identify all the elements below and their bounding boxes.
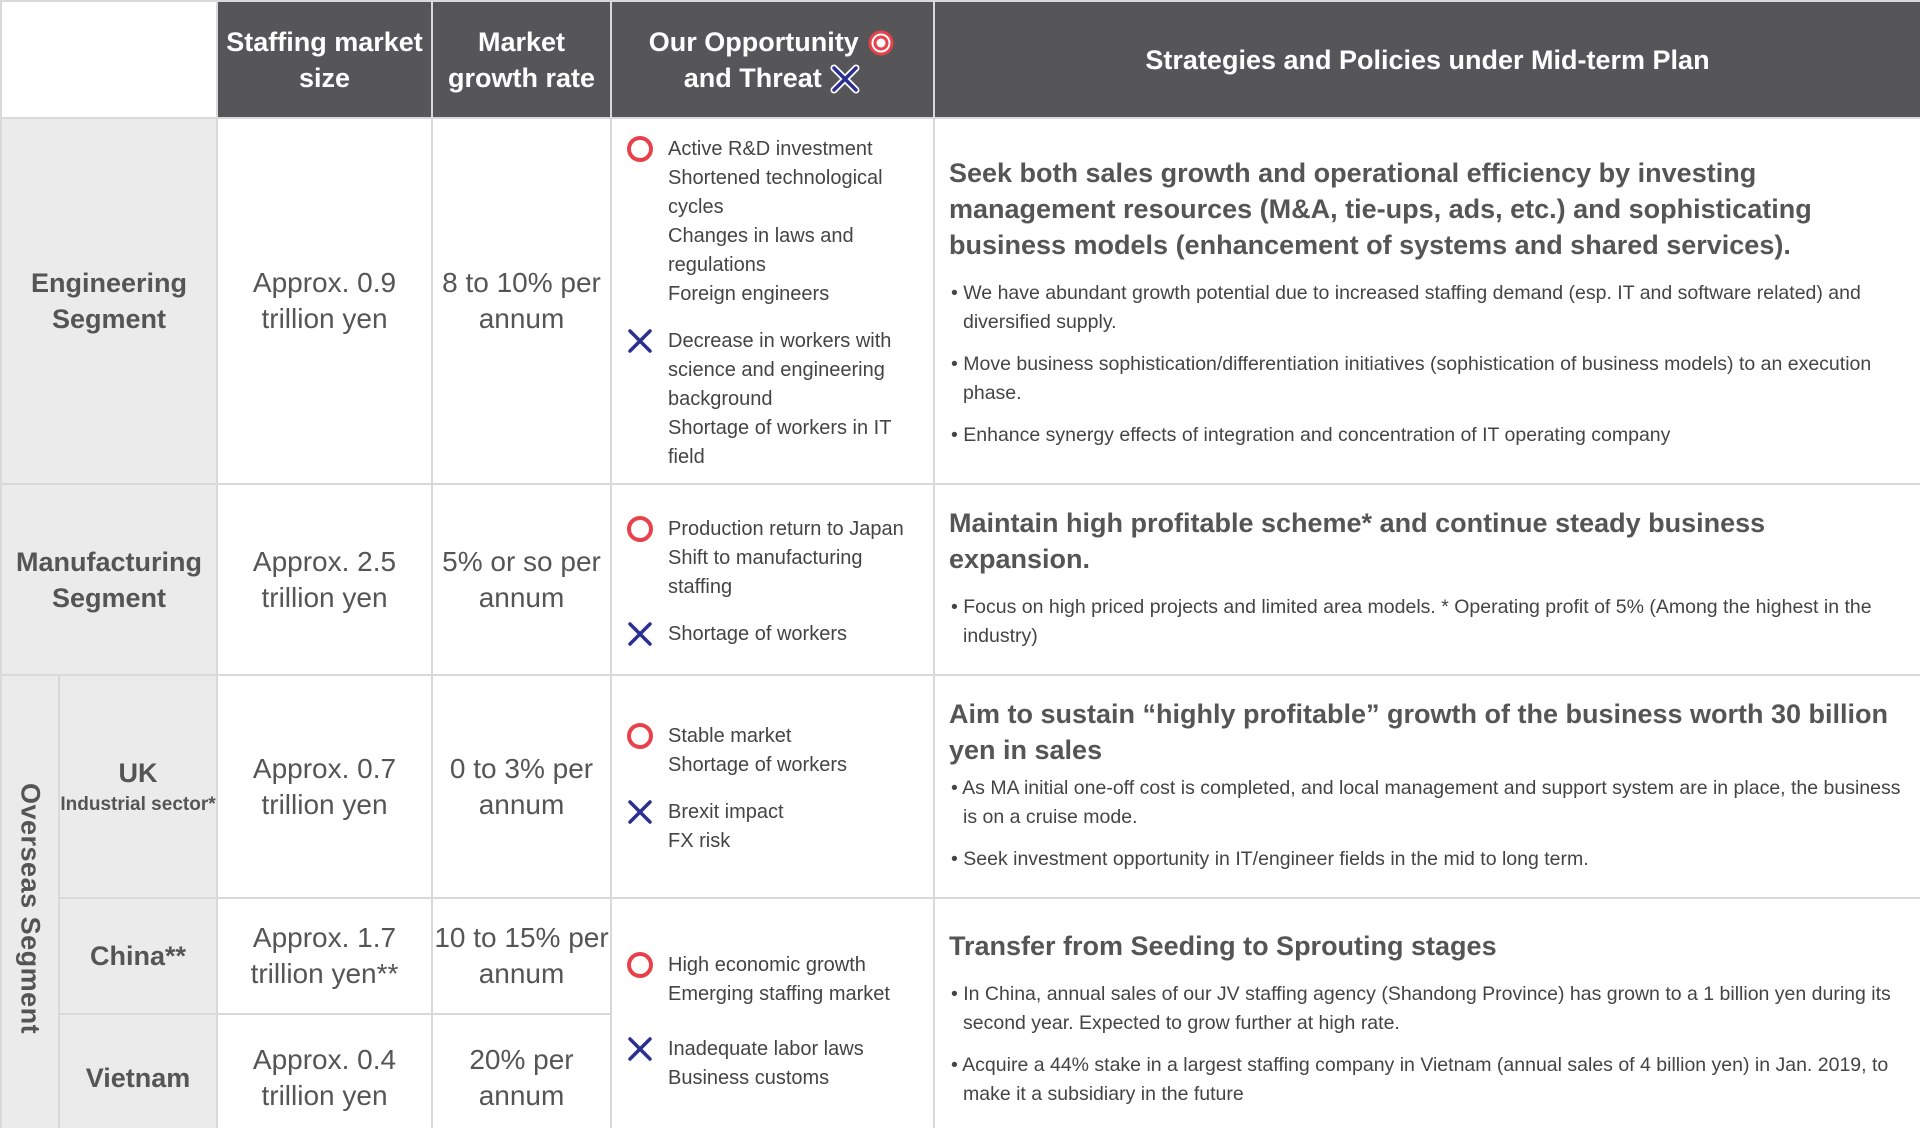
opportunity-item: Shortage of workers [668, 753, 847, 776]
header-market-size: Staffing market size [217, 1, 432, 118]
opportunity-block [626, 135, 925, 309]
opportunity-item: Active R&D investment [668, 137, 873, 160]
opportunity-item: Foreign engineers [668, 282, 830, 305]
table-row-china [1, 898, 1920, 1014]
table-row-engineering [1, 118, 1920, 484]
strategy-title: Aim to sustain “highly profitable” growth of the business worth 30 billion yen in sales [949, 699, 1889, 765]
threat-block [626, 327, 925, 472]
table-row-manufacturing [1, 484, 1920, 675]
market-size-manufacturing: Approx. 2.5 trillion yen [217, 484, 432, 675]
market-size-uk: Approx. 0.7 trillion yen [217, 675, 432, 898]
strategy-bullet: • As MA initial one-off cost is completed, and local management and support system are in place, the business is on a cruise mode. [949, 774, 1906, 832]
segment-china: China** [59, 898, 217, 1014]
opportunity-block [626, 515, 925, 602]
opportunity-circle-icon [626, 135, 654, 163]
segment-uk-label: UK [118, 757, 158, 788]
overseas-segment-label-cell [1, 675, 59, 1128]
threat-item: Business customs [668, 1067, 830, 1089]
market-size-vietnam: Approx. 0.4 trillion yen [217, 1014, 432, 1128]
growth-rate-engineering: 8 to 10% per annum [432, 118, 611, 484]
market-size-china: Approx. 1.7 trillion yen** [217, 898, 432, 1014]
opportunity-circle-icon [626, 951, 654, 979]
segment-manufacturing: Manufacturing Segment [1, 484, 217, 675]
threat-block [626, 620, 925, 649]
header-opportunity-threat [611, 1, 934, 118]
header-growth-rate: Market growth rate [432, 1, 611, 118]
threat-item: Decrease in workers with science and engineering background [668, 329, 892, 410]
opp-threat-manufacturing [611, 484, 934, 675]
opportunity-item: Emerging staffing market [668, 983, 890, 1005]
threat-cross-icon [626, 327, 654, 355]
opportunity-item: Production return to Japan [668, 517, 904, 540]
growth-rate-china: 10 to 15% per annum [432, 898, 611, 1014]
segment-engineering: Engineering Segment [1, 118, 217, 484]
header-threat-label: and Threat [683, 62, 822, 93]
circle-icon [866, 28, 896, 58]
growth-rate-uk: 0 to 3% per annum [432, 675, 611, 898]
growth-rate-vietnam: 20% per annum [432, 1014, 611, 1128]
opportunity-block [626, 722, 925, 780]
opportunity-block [626, 951, 925, 1009]
segment-uk-sub: Industrial sector* [60, 793, 216, 815]
strategy-bullet: • In China, annual sales of our JV staffing agency (Shandong Province) has grown to a 1 billion yen during its second year. Expected to grow further at high rate. [949, 980, 1906, 1038]
cross-icon [829, 63, 861, 95]
strategy-title: Maintain high profitable scheme* and continue steady business expansion. [949, 508, 1766, 574]
threat-item: Brexit impact [668, 800, 784, 823]
strategy-title: Seek both sales growth and operational efficiency by investing management resources (M&A, tie-ups, ads, etc.) and sophisticating business models (enhancement of systems and shared services). [949, 158, 1812, 260]
threat-cross-icon [626, 798, 654, 826]
threat-block [626, 1035, 925, 1093]
threat-cross-icon [626, 1035, 654, 1063]
strategy-bullet: • Acquire a 44% stake in a largest staffing company in Vietnam (annual sales of 4 billion yen) in Jan. 2019, to make it a subsidiary in the future [949, 1051, 1906, 1109]
opportunity-circle-icon [626, 515, 654, 543]
opportunity-item: Stable market [668, 724, 792, 747]
strategy-manufacturing [934, 484, 1920, 675]
threat-item: Inadequate labor laws [668, 1038, 864, 1060]
opportunity-circle-icon [626, 722, 654, 750]
segment-vietnam: Vietnam [59, 1014, 217, 1128]
opportunity-item: Changes in laws and regulations [668, 224, 854, 276]
strategy-bullet: • We have abundant growth potential due to increased staffing demand (esp. IT and software related) and diversified supply. [949, 279, 1906, 337]
opportunity-item: High economic growth [668, 954, 866, 976]
opp-threat-engineering [611, 118, 934, 484]
strategy-engineering [934, 118, 1920, 484]
table-row-uk [1, 675, 1920, 898]
opp-threat-uk [611, 675, 934, 898]
header-opportunity-label: Our Opportunity [648, 26, 859, 57]
market-size-engineering: Approx. 0.9 trillion yen [217, 118, 432, 484]
strategy-uk [934, 675, 1920, 898]
header-row [1, 1, 1920, 118]
threat-block [626, 798, 925, 856]
opp-threat-china-vietnam [611, 898, 934, 1128]
threat-cross-icon [626, 620, 654, 648]
threat-item: FX risk [668, 829, 731, 852]
segment-uk [59, 675, 217, 898]
strategy-bullet: • Seek investment opportunity in IT/engineer fields in the mid to long term. [949, 845, 1906, 874]
strategy-bullet: • Move business sophistication/differentiation initiatives (sophistication of business models) to an execution phase. [949, 350, 1906, 408]
growth-rate-manufacturing: 5% or so per annum [432, 484, 611, 675]
overseas-segment-label: Overseas Segment [15, 782, 46, 1035]
strategy-title: Transfer from Seeding to Sprouting stages [949, 931, 1497, 961]
header-strategies: Strategies and Policies under Mid-term Plan [934, 1, 1920, 118]
strategy-bullet: • Focus on high priced projects and limited area models. * Operating profit of 5% (Among the highest in the industry) [949, 593, 1906, 651]
opportunity-item: Shift to manufacturing staffing [668, 546, 863, 598]
threat-item: Shortage of workers in IT field [668, 416, 892, 468]
strategy-bullet: • Enhance synergy effects of integration and concentration of IT operating company [949, 421, 1906, 450]
strategy-china-vietnam [934, 898, 1920, 1128]
header-corner [1, 1, 217, 118]
opportunity-item: Shortened technological cycles [668, 166, 883, 218]
threat-item: Shortage of workers [668, 622, 847, 645]
